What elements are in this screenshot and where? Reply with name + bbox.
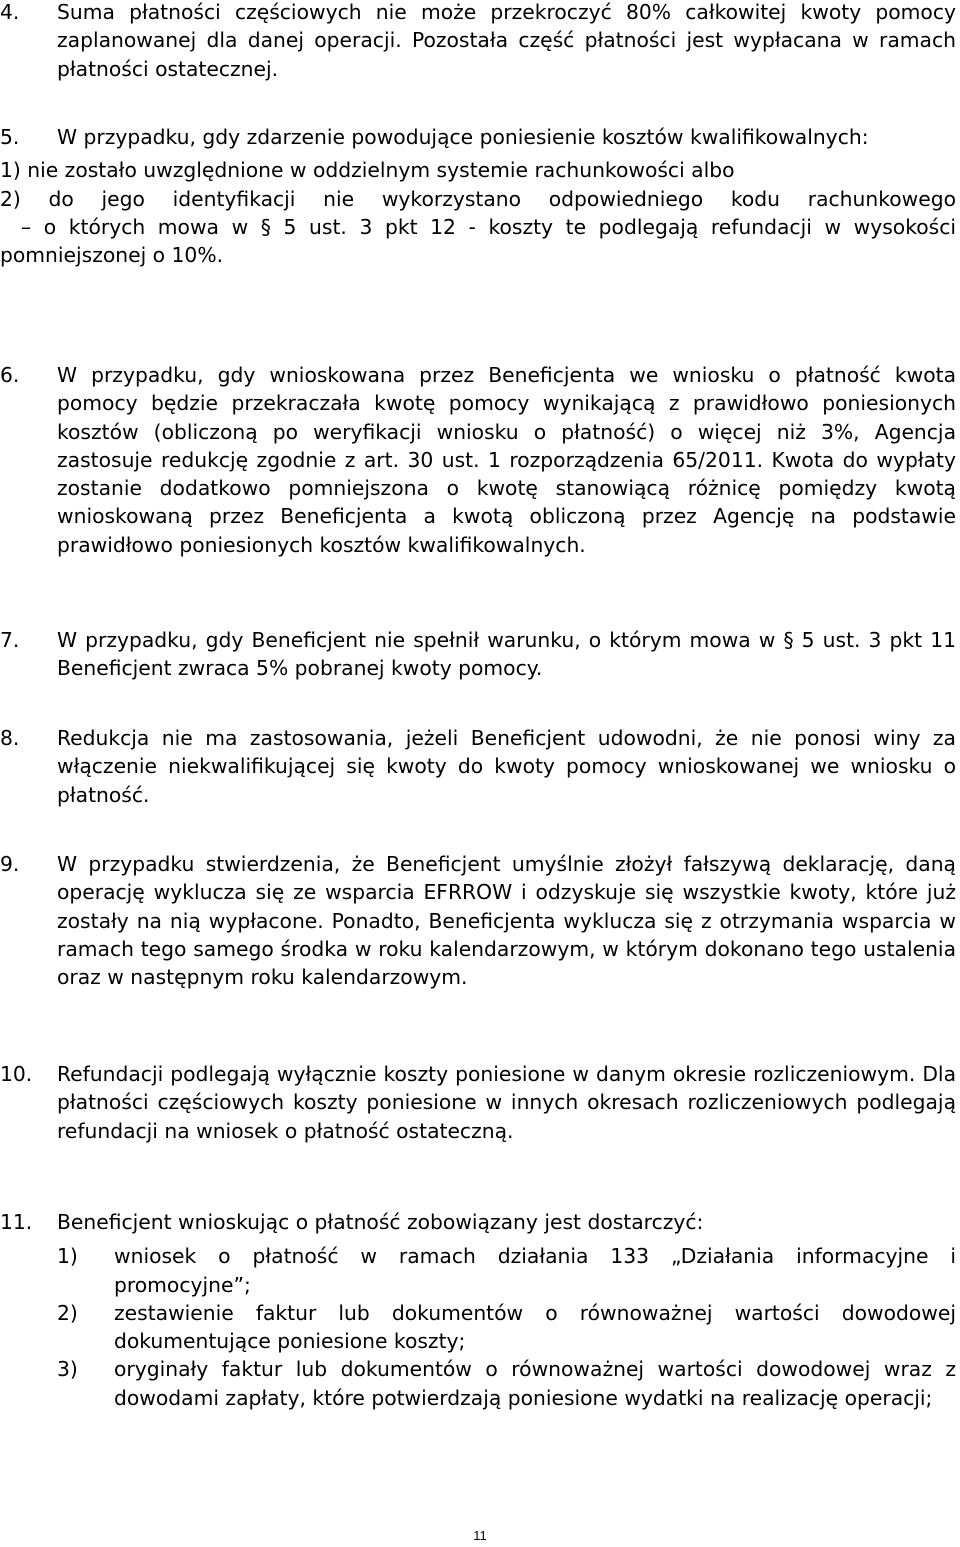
subitem-2 — [57, 1299, 956, 1356]
condition-line-1: 1) nie zostało uwzględnione w oddzielnym systemie rachunkowości albo — [0, 158, 735, 183]
paragraph-item-8 — [0, 724, 956, 809]
item-number: 4. — [0, 0, 20, 24]
paragraph-item-5 — [0, 123, 956, 269]
subitem-text: wniosek o płatność w ramach działania 133 „Działania informacyjne i promocyjne”; — [114, 1244, 956, 1297]
paragraph-item-9 — [0, 850, 956, 991]
item-text: W przypadku, gdy Beneficjent nie spełnił warunku, o którym mowa w § 5 ust. 3 pkt 11 Beneficjent zwraca 5% pobranej kwoty pomocy. — [57, 628, 956, 681]
item-intro: W przypadku, gdy zdarzenie powodujące poniesienie kosztów kwalifikowalnych: — [57, 125, 869, 149]
item-number: 11. — [0, 1210, 33, 1234]
subitem-3 — [57, 1355, 956, 1412]
paragraph-item-11 — [0, 1208, 956, 1412]
subitem-text: zestawienie faktur lub dokumentów o równoważnej wartości dowodowej dokumentujące poniesione koszty; — [114, 1300, 956, 1354]
item-number: 10. — [0, 1062, 33, 1086]
item-text: W przypadku stwierdzenia, że Beneficjent umyślnie złożył fałszywą deklarację, daną operację wyklucza się ze wsparcia EFRROW i odzyskuje się wszystkie kwoty, które już zostały na nią wypłacone. Ponadto, Beneficjenta wyklucza się z otrzymania wsparcia w ramach tego samego środka w roku kalendarzowym, w którym dokonano tego ustalenia oraz w następnym roku kalendarzowym. — [57, 852, 956, 990]
paragraph-item-7 — [0, 626, 956, 683]
item-number: 5. — [0, 125, 20, 149]
item-number: 7. — [0, 628, 20, 652]
item-text: Refundacji podlegają wyłącznie koszty poniesione w danym okresie rozliczeniowym. Dla płatności częściowych koszty poniesione w innych okresach rozliczeniowych podlegają refundacji na wniosek o płatność ostateczną. — [57, 1062, 956, 1143]
subitem-number: 2) — [57, 1300, 78, 1325]
item-text: Redukcja nie ma zastosowania, jeżeli Beneficjent udowodni, że nie ponosi winy za włączenie niekwalifikującej się kwoty do kwoty pomocy wnioskowanej we wniosku o płatność. — [57, 726, 956, 807]
item-number: 9. — [0, 852, 20, 876]
condition-line-3: – o których mowa w § 5 ust. 3 pkt 12 - koszty te podlegają refundacji w wysokości pomniejszonej o 10%. — [0, 214, 956, 268]
item-number: 6. — [0, 363, 20, 387]
item-text: W przypadku, gdy wnioskowana przez Beneficjenta we wniosku o płatność kwota pomocy będzie przekraczała kwotę pomocy wynikającą z prawidłowo poniesionych kosztów (obliczoną po weryfikacji wniosku o płatność) o więcej niż 3%, Agencja zastosuje redukcję zgodnie z art. 30 ust. 1 rozporządzenia 65/2011. Kwota do wypłaty zostanie dodatkowo pomniejszona o kwotę stanowiącą różnicę pomiędzy kwotą wnioskowaną przez Beneficjenta a kwotą obliczoną przez Agencję na podstawie prawidłowo poniesionych kosztów kwalifikowalnych. — [57, 363, 956, 557]
subitem-number: 1) — [57, 1244, 78, 1269]
subitem-1 — [57, 1242, 956, 1299]
paragraph-item-4 — [0, 0, 956, 83]
item-text: Beneficjent wnioskując o płatność zobowiązany jest dostarczyć: — [57, 1210, 704, 1234]
page-number: 11 — [473, 1528, 487, 1543]
subitem-number: 3) — [57, 1357, 78, 1382]
paragraph-item-10 — [0, 1060, 956, 1145]
subitem-text: oryginały faktur lub dokumentów o równoważnej wartości dowodowej wraz z dowodami zapłaty, które potwierdzają poniesione wydatki na realizację operacji; — [114, 1357, 956, 1410]
item-text: Suma płatności częściowych nie może przekroczyć 80% całkowitej kwoty pomocy zaplanowanej dla danej operacji. Pozostała część płatności jest wypłacana w ramach płatności ostatecznej. — [57, 0, 956, 81]
condition-line-2: 2) do jego identyfikacji nie wykorzystano odpowiedniego kodu rachunkowego — [0, 186, 956, 211]
paragraph-item-6 — [0, 361, 956, 559]
item-number: 8. — [0, 726, 20, 750]
